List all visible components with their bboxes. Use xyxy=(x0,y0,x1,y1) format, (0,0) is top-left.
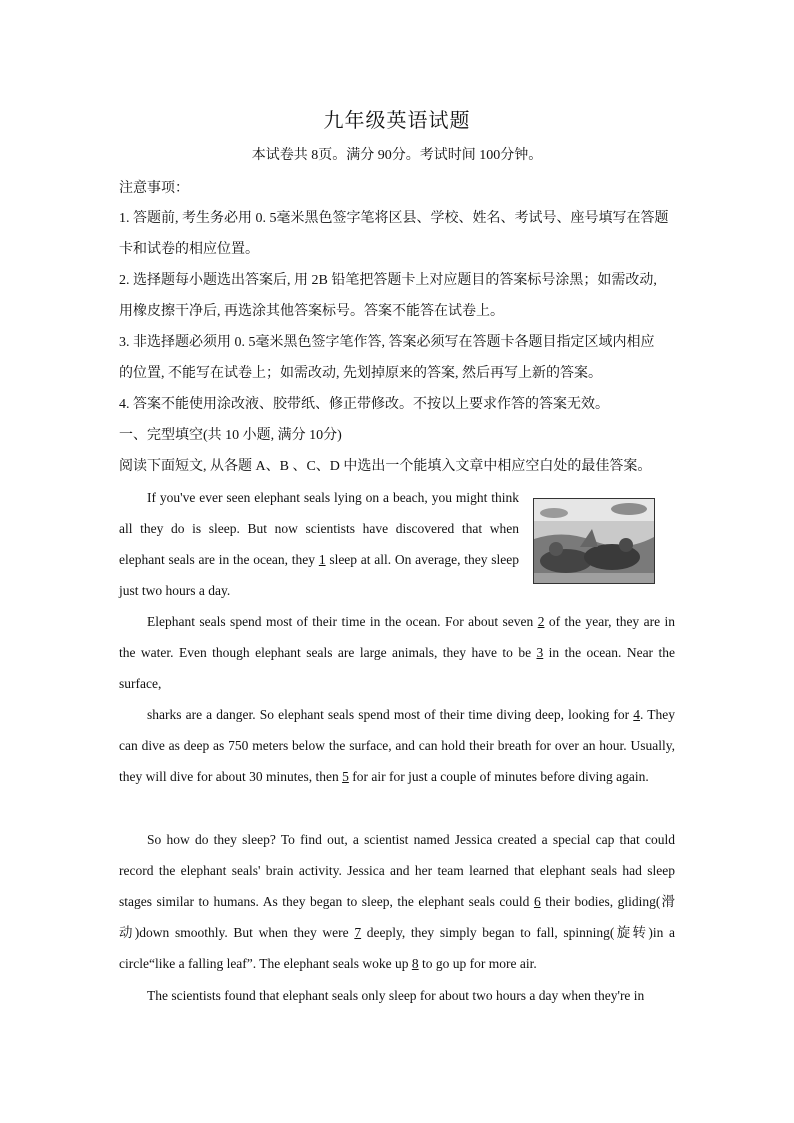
blank-4: 4 xyxy=(633,707,641,722)
note-2-line-2: 用橡皮擦干净后, 再选涂其他答案标号。答案不能答在试卷上。 xyxy=(119,304,504,319)
passage-paragraph-2 xyxy=(119,606,675,699)
text: their bodies, gliding(滑动)down smoothly. But when they were xyxy=(119,894,676,940)
note-3-line-2: 的位置, 不能写在试卷上；如需改动, 先划掉原来的答案, 然后再写上新的答案。 xyxy=(119,366,602,381)
blank-3: 3 xyxy=(536,645,544,660)
blank-8: 8 xyxy=(411,956,419,971)
passage-paragraph-4 xyxy=(119,824,675,979)
section-heading: 一、完型填空(共 10 小题, 满分 10分) xyxy=(119,428,342,443)
elephant-seals-photo xyxy=(533,498,655,584)
text: of the year, they are in the water. Even though elephant seals are large animals, they have to be xyxy=(119,614,676,660)
exam-info: 本试卷共 8页。满分 90分。考试时间 100分钟。 xyxy=(251,148,543,163)
text: If you've ever seen elephant seals lying on a beach, you might think all they do is sleep. But now scientists have discovered that when elephant seals are in the ocean, they xyxy=(119,490,519,567)
section-instruction: 阅读下面短文, 从各题 A、B 、C、D 中选出一个能填入文章中相应空白处的最佳答案。 xyxy=(119,459,652,474)
text: sharks are a danger. So elephant seals spend most of their time diving deep, looking for xyxy=(147,707,634,722)
notes-heading: 注意事项： xyxy=(119,181,189,196)
note-1-line-2: 卡和试卷的相应位置。 xyxy=(119,242,259,257)
blank-1: 1 xyxy=(318,552,326,567)
text: to go up for more air. xyxy=(418,956,537,971)
blank-7: 7 xyxy=(354,925,362,940)
blank-6: 6 xyxy=(533,894,541,909)
text: . They can dive as deep as 750 meters below the surface, and can hold their breath for over an hour. Usually, they will dive for about 30 minutes, then xyxy=(119,707,676,784)
text: So how do they sleep? To find out, a scientist named Jessica created a special cap that could record the elephant seals' brain activity. Jessica and her team learned that elephant seals had sleep stages similar to humans. As they began to sleep, the elephant seals could xyxy=(119,832,675,909)
passage-paragraph-1 xyxy=(119,482,519,606)
text: in the ocean. Near the surface, xyxy=(119,645,675,691)
blank-2: 2 xyxy=(537,614,545,629)
page-title: 九年级英语试题 xyxy=(323,110,471,132)
note-3-line-1: 3. 非选择题必须用 0. 5毫米黑色签字笔作答, 答案必须写在答题卡各题目指定区域内相应 xyxy=(119,335,655,350)
note-2-line-1: 2. 选择题每小题选出答案后, 用 2B 铅笔把答题卡上对应题目的答案标号涂黑；如需改动, xyxy=(119,273,657,288)
text: sleep at all. On average, they sleep just two hours a day. xyxy=(119,552,519,598)
text: for air for just a couple of minutes before diving again. xyxy=(348,769,649,784)
blank-5: 5 xyxy=(342,769,349,784)
text: Elephant seals spend most of their time in the ocean. For about seven xyxy=(147,614,538,629)
note-1-line-1: 1. 答题前, 考生务必用 0. 5毫米黑色签字笔将区县、学校、姓名、考试号、座号填写在答题 xyxy=(119,211,669,226)
note-4: 4. 答案不能使用涂改液、胶带纸、修正带修改。不按以上要求作答的答案无效。 xyxy=(119,397,609,412)
text: deeply, they simply began to fall, spinning(旋转)in a circle“like a falling leaf”. The elephant seals woke up xyxy=(119,925,675,971)
passage-paragraph-3 xyxy=(119,699,675,792)
passage-paragraph-5: The scientists found that elephant seals only sleep for about two hours a day when they're in xyxy=(147,988,645,1003)
photo-graphic xyxy=(534,499,654,583)
